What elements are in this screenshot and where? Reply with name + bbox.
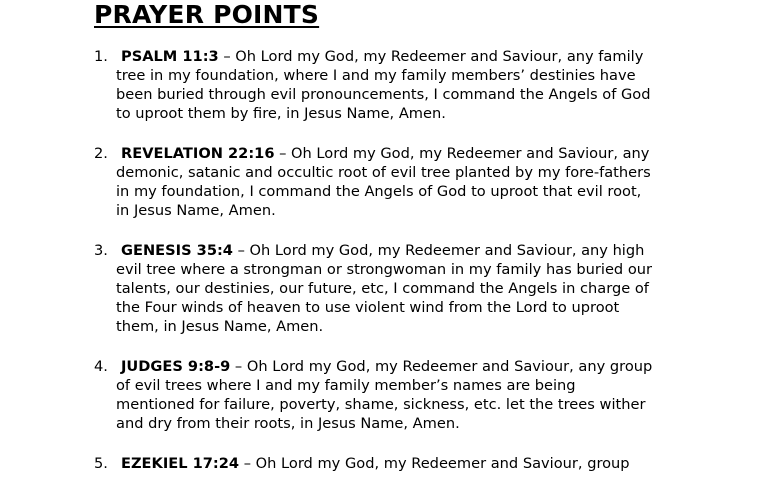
prayer-item-3 bbox=[94, 241, 654, 336]
item-number: 5. bbox=[94, 455, 108, 472]
prayer-text: – Oh Lord my God, my Redeemer and Saviour, any high evil tree where a strongman or strongwoman in my family has buried our talents, our destinies, our future, etc, I command the Angels in charge of the Four winds of heaven to use violent wind from the Lord to uproot them, in Jesus Name, Amen. bbox=[116, 242, 652, 335]
scripture-reference: JUDGES 9:8-9 bbox=[121, 358, 231, 375]
item-number: 3. bbox=[94, 242, 108, 259]
prayer-item-5 bbox=[94, 454, 654, 473]
prayer-text: – Oh Lord my God, my Redeemer and Saviour, group bbox=[239, 455, 630, 472]
prayer-text: – Oh Lord my God, my Redeemer and Saviour, any family tree in my foundation, where I and my family members’ destinies have been buried through evil pronouncements, I command the Angels of God to uproot them by fire, in Jesus Name, Amen. bbox=[116, 48, 651, 122]
item-number: 4. bbox=[94, 358, 108, 375]
page-title: PRAYER POINTS bbox=[94, 0, 320, 29]
prayer-list bbox=[94, 47, 654, 494]
prayer-text: – Oh Lord my God, my Redeemer and Saviour, any group of evil trees where I and my family member’s names are being mentioned for failure, poverty, shame, sickness, etc. let the trees wither and dry from their roots, in Jesus Name, Amen. bbox=[116, 358, 653, 432]
scripture-reference: PSALM 11:3 bbox=[121, 48, 219, 65]
item-number: 2. bbox=[94, 145, 108, 162]
prayer-item-1 bbox=[94, 47, 654, 123]
scripture-reference: REVELATION 22:16 bbox=[121, 145, 275, 162]
scripture-reference: GENESIS 35:4 bbox=[121, 242, 233, 259]
prayer-text: – Oh Lord my God, my Redeemer and Saviour, any demonic, satanic and occultic root of evil tree planted by my fore-fathers in my foundation, I command the Angels of God to uproot that evil root, in Jesus Name, Amen. bbox=[116, 145, 651, 219]
prayer-item-2 bbox=[94, 144, 654, 220]
scripture-reference: EZEKIEL 17:24 bbox=[121, 455, 240, 472]
item-number: 1. bbox=[94, 48, 108, 65]
prayer-item-4 bbox=[94, 357, 654, 433]
